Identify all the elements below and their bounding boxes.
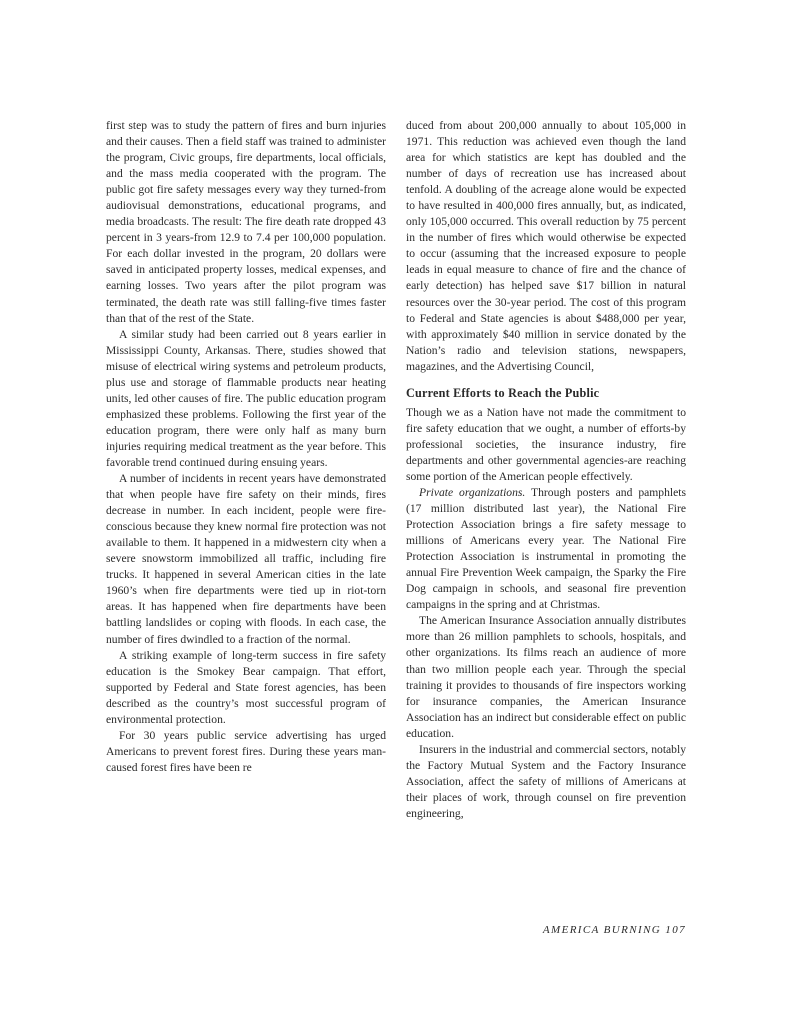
paragraph: For 30 years public service advertising has urged Americans to prevent forest fires. During these years man-caused forest fires have been re <box>106 728 386 774</box>
running-footer: AMERICA BURNING 107 <box>542 924 686 936</box>
run-in-heading: Private organizations. <box>419 485 526 499</box>
paragraph: The American Insurance Association annually distributes more than 26 million pamphlets to schools, hospitals, and other organizations. Its films reach an audience of more than two million people each year. Through the special training it provides to thousands of fire inspectors working for insurance companies, the American Insurance Association has an indirect but considerable effect on public education. <box>406 614 686 740</box>
section-heading: Current Efforts to Reach the Public <box>406 385 600 400</box>
paragraph: Insurers in the industrial and commercial sectors, notably the Factory Mutual System and the Factory Insurance Association, affect the safety of millions of Americans at their places of work, through counsel on fire prevention engineering, <box>406 742 686 820</box>
right-column <box>406 118 686 822</box>
left-column <box>106 118 386 776</box>
paragraph: first step was to study the pattern of fires and burn injuries and their causes. Then a field staff was trained to administer the program, Civic groups, fire departments, local officials, and the mass media cooperated with the program. The public got fire safety messages every way they turned-from audiovisual demonstrations, educational programs, and media broadcasts. The result: The fire death rate dropped 43 percent in 3 years-from 12.9 to 7.4 per 100,000 population. For each dollar invested in the program, 20 dollars were saved in anticipated property losses, medical expenses, and earning losses. Two years after the pilot program was terminated, the death rate was still falling-five times faster than that of the rest of the State. <box>106 119 386 325</box>
paragraph: A similar study had been carried out 8 years earlier in Mississippi County, Arkansas. There, studies showed that misuse of electrical wiring systems and petroleum products, plus use and storage of flammable products near heating units, led other causes of fire. The public education program emphasized these problems. Following the first year of the education program, there were only half as many burn injuries requiring medical treatment as the year before. This favorable trend continued during ensuing years. <box>106 327 386 469</box>
paragraph <box>406 485 686 613</box>
paragraph: A number of incidents in recent years have demonstrated that when people have fire safety on their minds, fires decrease in number. In each incident, people were fire-conscious because they knew normal fire protection was not available to them. It happened in a midwestern city when a severe snowstorm immobilized all traffic, including fire trucks. It happened in several American cities in the late 1960’s when fire departments were tied up in riot-torn areas. It has happened when fire departments have been battling landslides or coping with floods. In each case, the number of fires dwindled to a fraction of the normal. <box>106 472 386 646</box>
paragraph: Though we as a Nation have not made the commitment to fire safety education that we ought, a number of efforts-by professional societies, the insurance industry, fire departments and other governmental agencies-are reaching some portion of the American people effectively. <box>406 405 686 483</box>
paragraph: duced from about 200,000 annually to about 105,000 in 1971. This reduction was achieved even though the land area for which statistics are kept has doubled and the number of days of recreation use has increased about tenfold. A doubling of the acreage alone would be expected to have resulted in 400,000 fires annually, but, as indicated, only 105,000 occurred. This overall reduction by 75 percent in the number of fires which would otherwise be expected to occur (assuming that the increased exposure to people leads in equal measure to chance of fire and the chance of early detection) has helped save $17 billion in natural resources over the 30-year period. The cost of this program to Federal and State agencies is about $488,000 per year, with approximately $40 million in service donated by the Nation’s radio and television stations, newspapers, magazines, and the Advertising Council, <box>406 119 686 373</box>
paragraph: A striking example of long-term success in fire safety education is the Smokey Bear campaign. That effort, supported by Federal and State forest agencies, has been described as the country’s most successful program of environmental protection. <box>106 648 386 726</box>
paragraph-text: Through posters and pamphlets (17 million distributed last year), the National Fire Protection Association brings a fire safety message to millions of Americans every year. The National Fire Protection Association is instrumental in promoting the annual Fire Prevention Week campaign, the Sparky the Fire Dog campaign in schools, and seasonal fire prevention campaigns in the spring and at Christmas. <box>406 485 686 612</box>
